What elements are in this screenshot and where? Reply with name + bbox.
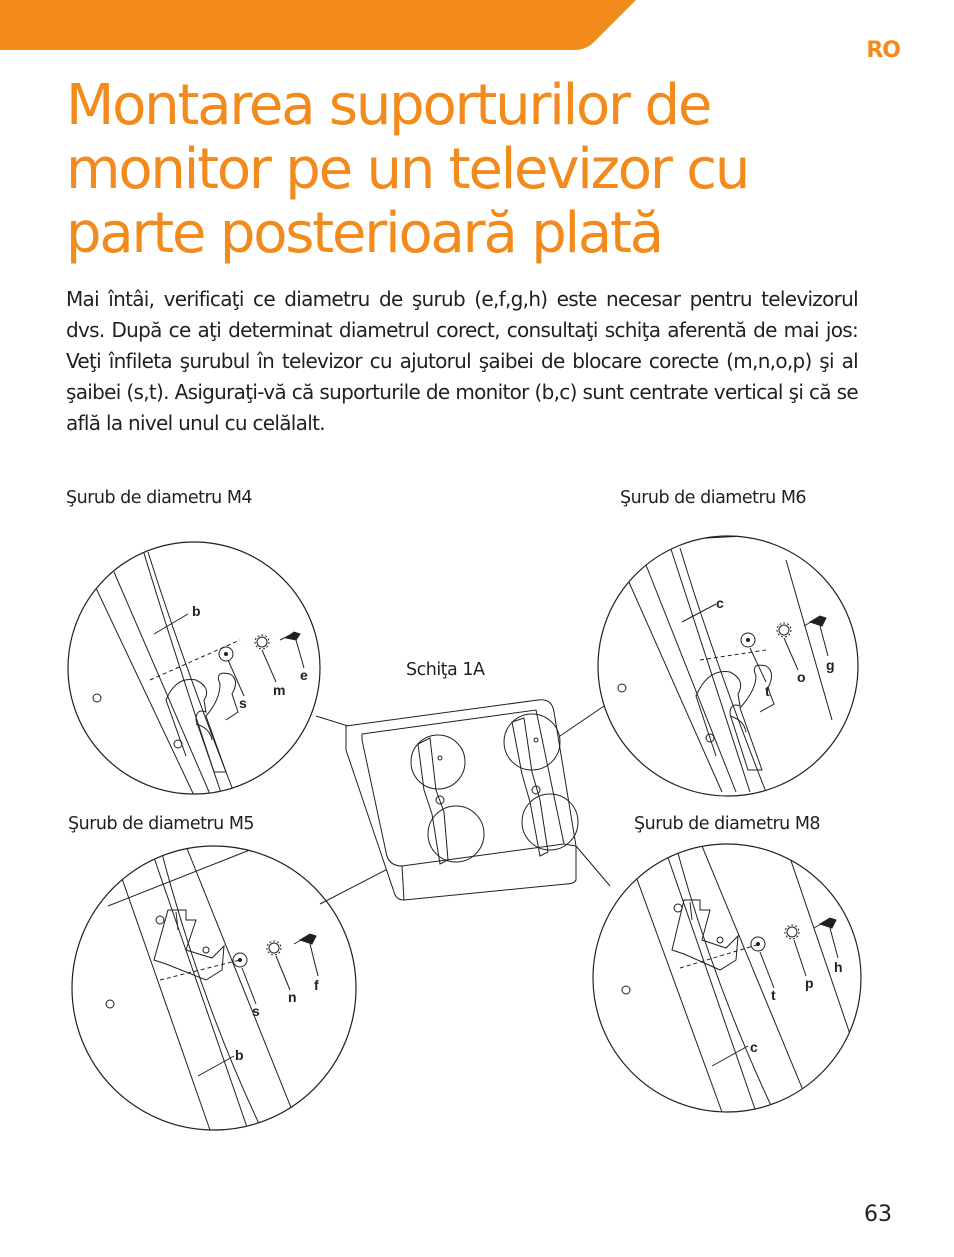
label-lock-washer-m: m xyxy=(273,682,286,698)
label-washer-t: t xyxy=(765,683,770,699)
page-number: 63 xyxy=(864,1202,892,1227)
caption-m4: Şurub de diametru M4 xyxy=(66,488,253,508)
label-bracket-c: c xyxy=(716,595,724,611)
language-tag: RO xyxy=(866,38,900,63)
label-bracket-b: b xyxy=(235,1047,244,1063)
label-washer-s: s xyxy=(252,1003,260,1019)
connector-line xyxy=(576,846,610,886)
caption-sketch: Schiţa 1A xyxy=(406,660,485,680)
label-washer-t: t xyxy=(771,987,776,1003)
detail-circle-m8 xyxy=(593,844,861,1112)
label-lock-washer-o: o xyxy=(797,669,806,685)
label-screw-e: e xyxy=(300,667,308,683)
label-washer-s: s xyxy=(239,695,247,711)
detail-circle-m6 xyxy=(598,536,858,796)
caption-m6: Şurub de diametru M6 xyxy=(620,488,807,508)
label-lock-washer-n: n xyxy=(288,989,297,1005)
label-screw-g: g xyxy=(826,657,835,673)
label-lock-washer-p: p xyxy=(805,975,814,991)
label-screw-f: f xyxy=(314,977,319,993)
caption-m8: Şurub de diametru M8 xyxy=(634,814,821,834)
intro-paragraph: Mai întâi, verificaţi ce diametru de şurub (e,f,g,h) este necesar pentru televizorul dvs. După ce aţi determinat diametrul corect, consultaţi schiţa aferentă de mai jos: Veţi înfileta şurubul în televizor cu ajutorul şaibei de blocare corecte (m,n,o,p) şi al şaibei (s,t). Asiguraţi-vă că suporturile de monitor (b,c) sunt centrate vertical şi că se află la nivel unul cu celălalt. xyxy=(66,287,858,435)
label-bracket-c: c xyxy=(750,1039,758,1055)
caption-m5: Şurub de diametru M5 xyxy=(68,814,255,834)
connector-line xyxy=(560,706,604,736)
page-title: Montarea suporturilor de monitor pe un televizor cu parte posterioară plată xyxy=(66,73,749,266)
label-screw-h: h xyxy=(834,959,843,975)
label-bracket-b: b xyxy=(192,603,201,619)
tv-back-sketch xyxy=(346,700,578,900)
